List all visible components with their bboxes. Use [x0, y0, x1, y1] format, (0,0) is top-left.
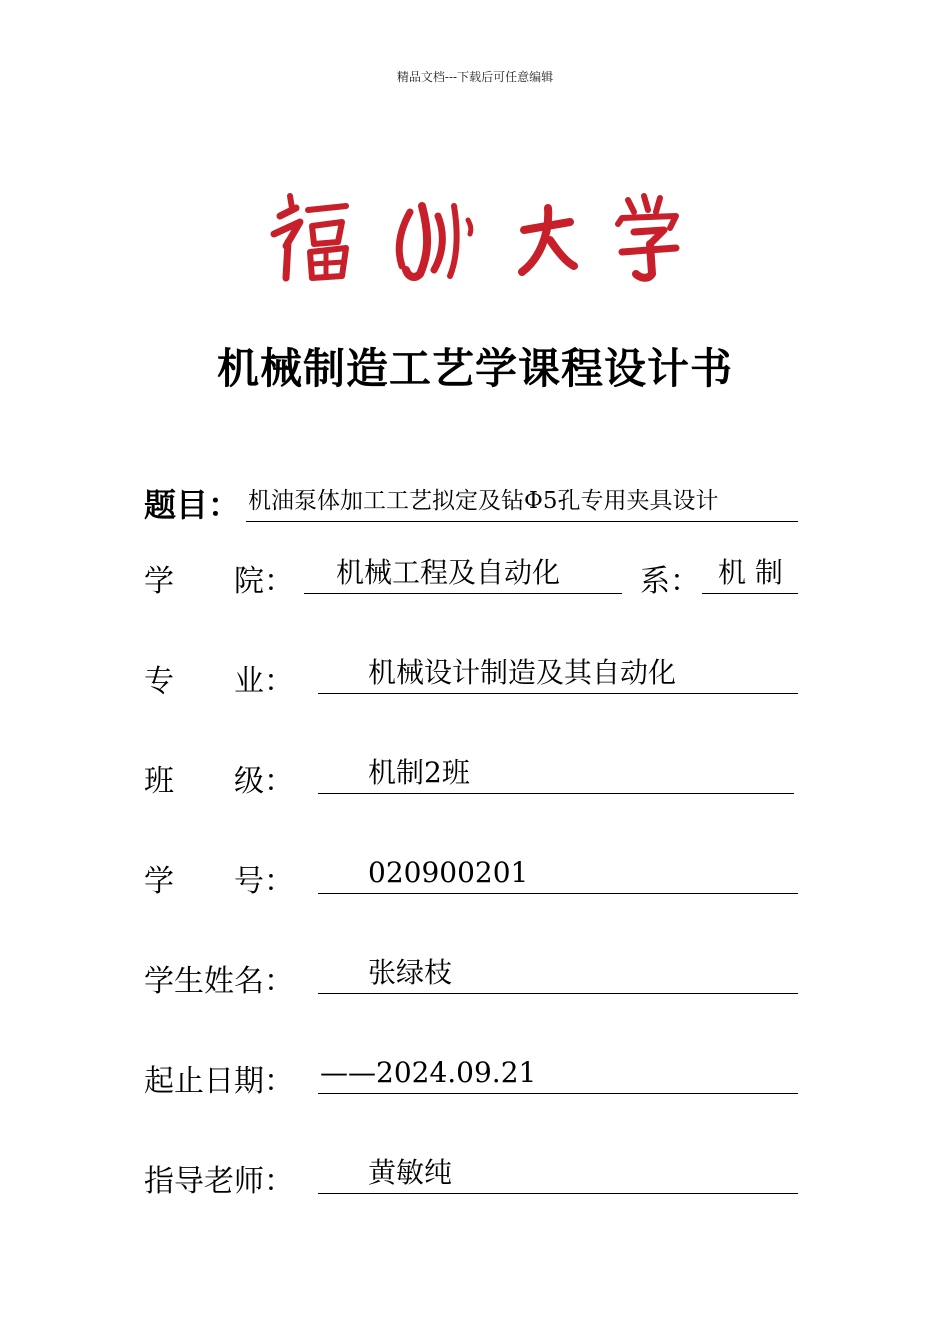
university-logo [262, 186, 692, 286]
dept-label: 系： [640, 564, 700, 599]
student-id-value: 020900201 [318, 856, 798, 894]
student-id-label: 学 号： [144, 864, 294, 899]
college-value: 机械工程及自动化 [304, 556, 622, 594]
date-label: 起止日期： [144, 1064, 294, 1099]
date-value: ——2024.09.21 [318, 1056, 798, 1094]
class-label: 班 级： [144, 764, 294, 799]
class-value: 机制2班 [318, 756, 794, 794]
advisor-label: 指导老师： [144, 1164, 294, 1199]
major-value: 机械设计制造及其自动化 [318, 656, 798, 694]
topic-value: 机油泵体加工工艺拟定及钻Φ5孔专用夹具设计 [246, 484, 798, 522]
advisor-value: 黄敏纯 [318, 1156, 798, 1194]
student-name-label: 学生姓名： [144, 964, 294, 999]
topic-label: 题目： [144, 486, 241, 524]
document-title: 机械制造工艺学课程设计书 [216, 344, 733, 393]
major-label: 专 业： [144, 664, 294, 699]
dept-value: 机 制 [702, 556, 798, 594]
header-note: 精品文档---下载后可任意编辑 [396, 70, 554, 84]
college-label: 学 院： [144, 564, 294, 599]
student-name-value: 张绿枝 [318, 956, 798, 994]
